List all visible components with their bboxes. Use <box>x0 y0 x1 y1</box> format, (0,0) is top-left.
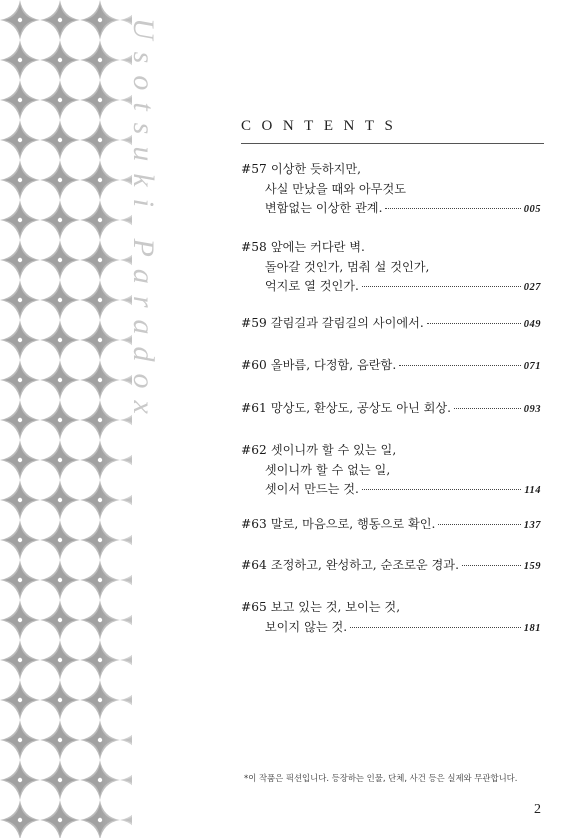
folio-page-number: 2 <box>534 802 541 817</box>
chapter-number: #58 <box>241 240 267 254</box>
chapter-title-line: 셋이서 만드는 것. <box>264 482 359 496</box>
chapter-title-line: 변함없는 이상한 관계. <box>264 201 383 215</box>
chapter-title-line: 망상도, 환상도, 공상도 아닌 회상. <box>270 401 452 415</box>
page-number: 005 <box>523 204 541 215</box>
leader-dots <box>399 365 521 366</box>
leader-dots <box>362 489 521 490</box>
chapter-title-line: 말로, 마음으로, 행동으로 확인. <box>270 517 436 531</box>
chapter-number: #60 <box>241 358 267 372</box>
chapter-title-line: 보고 있는 것, 보이는 것, <box>270 600 401 614</box>
toc-entry[interactable] <box>241 160 541 219</box>
chapter-number: #59 <box>241 316 267 330</box>
toc-entry[interactable] <box>241 598 541 637</box>
toc-entry[interactable] <box>241 515 541 535</box>
page-number: 093 <box>523 404 541 415</box>
leader-dots <box>385 208 520 209</box>
chapter-number: #65 <box>241 600 267 614</box>
contents-heading: CONTENTS <box>241 118 404 134</box>
heading-divider <box>241 143 544 144</box>
chapter-number: #64 <box>241 558 267 572</box>
toc-entry[interactable] <box>241 314 541 334</box>
vertical-series-title: Usotsuki Paradox <box>127 18 160 426</box>
chapter-title-line: 갈림길과 갈림길의 사이에서. <box>270 316 424 330</box>
chapter-title-line: 올바름, 다정함, 음란함. <box>270 358 397 372</box>
page-number: 114 <box>524 485 541 496</box>
chapter-title-line: 셋이니까 할 수 없는 일, <box>264 462 391 477</box>
chapter-title-line: 억지로 열 것인가. <box>264 279 359 293</box>
chapter-title-line: 사실 만났을 때와 아무것도 <box>264 181 407 196</box>
chapter-title-line: 돌아갈 것인가, 멈춰 설 것인가, <box>264 259 430 274</box>
leader-dots <box>438 524 520 525</box>
chapter-title-line: 보이지 않는 것. <box>264 619 348 634</box>
leader-dots <box>350 627 521 628</box>
toc-entry[interactable] <box>241 356 541 376</box>
page-number: 159 <box>523 561 541 572</box>
page-number: 071 <box>523 361 541 372</box>
chapter-title-line: 앞에는 커다란 벽. <box>270 240 365 254</box>
disclaimer-footnote: *이 작품은 픽션입니다. 등장하는 인물, 단체, 사건 등은 실제와 무관합니다. <box>244 773 518 783</box>
toc-entry[interactable] <box>241 238 541 297</box>
chapter-title-line: 이상한 듯하지만, <box>270 162 362 176</box>
toc-entry[interactable] <box>241 399 541 419</box>
decorative-pattern <box>0 0 132 838</box>
chapter-number: #62 <box>241 443 267 457</box>
leader-dots <box>454 408 521 409</box>
leader-dots <box>462 565 521 566</box>
toc-entry[interactable] <box>241 441 541 500</box>
chapter-number: #57 <box>241 162 267 176</box>
leader-dots <box>427 323 521 324</box>
chapter-title-line: 셋이니까 할 수 있는 일, <box>270 443 397 457</box>
chapter-number: #61 <box>241 401 267 415</box>
leader-dots <box>362 286 521 287</box>
page-number: 137 <box>523 520 541 531</box>
page-number: 181 <box>523 622 541 634</box>
page-number: 027 <box>523 282 541 293</box>
page-number: 049 <box>523 319 541 330</box>
chapter-title-line: 조정하고, 완성하고, 순조로운 경과. <box>270 558 459 572</box>
chapter-number: #63 <box>241 517 267 531</box>
toc-entry[interactable] <box>241 556 541 576</box>
